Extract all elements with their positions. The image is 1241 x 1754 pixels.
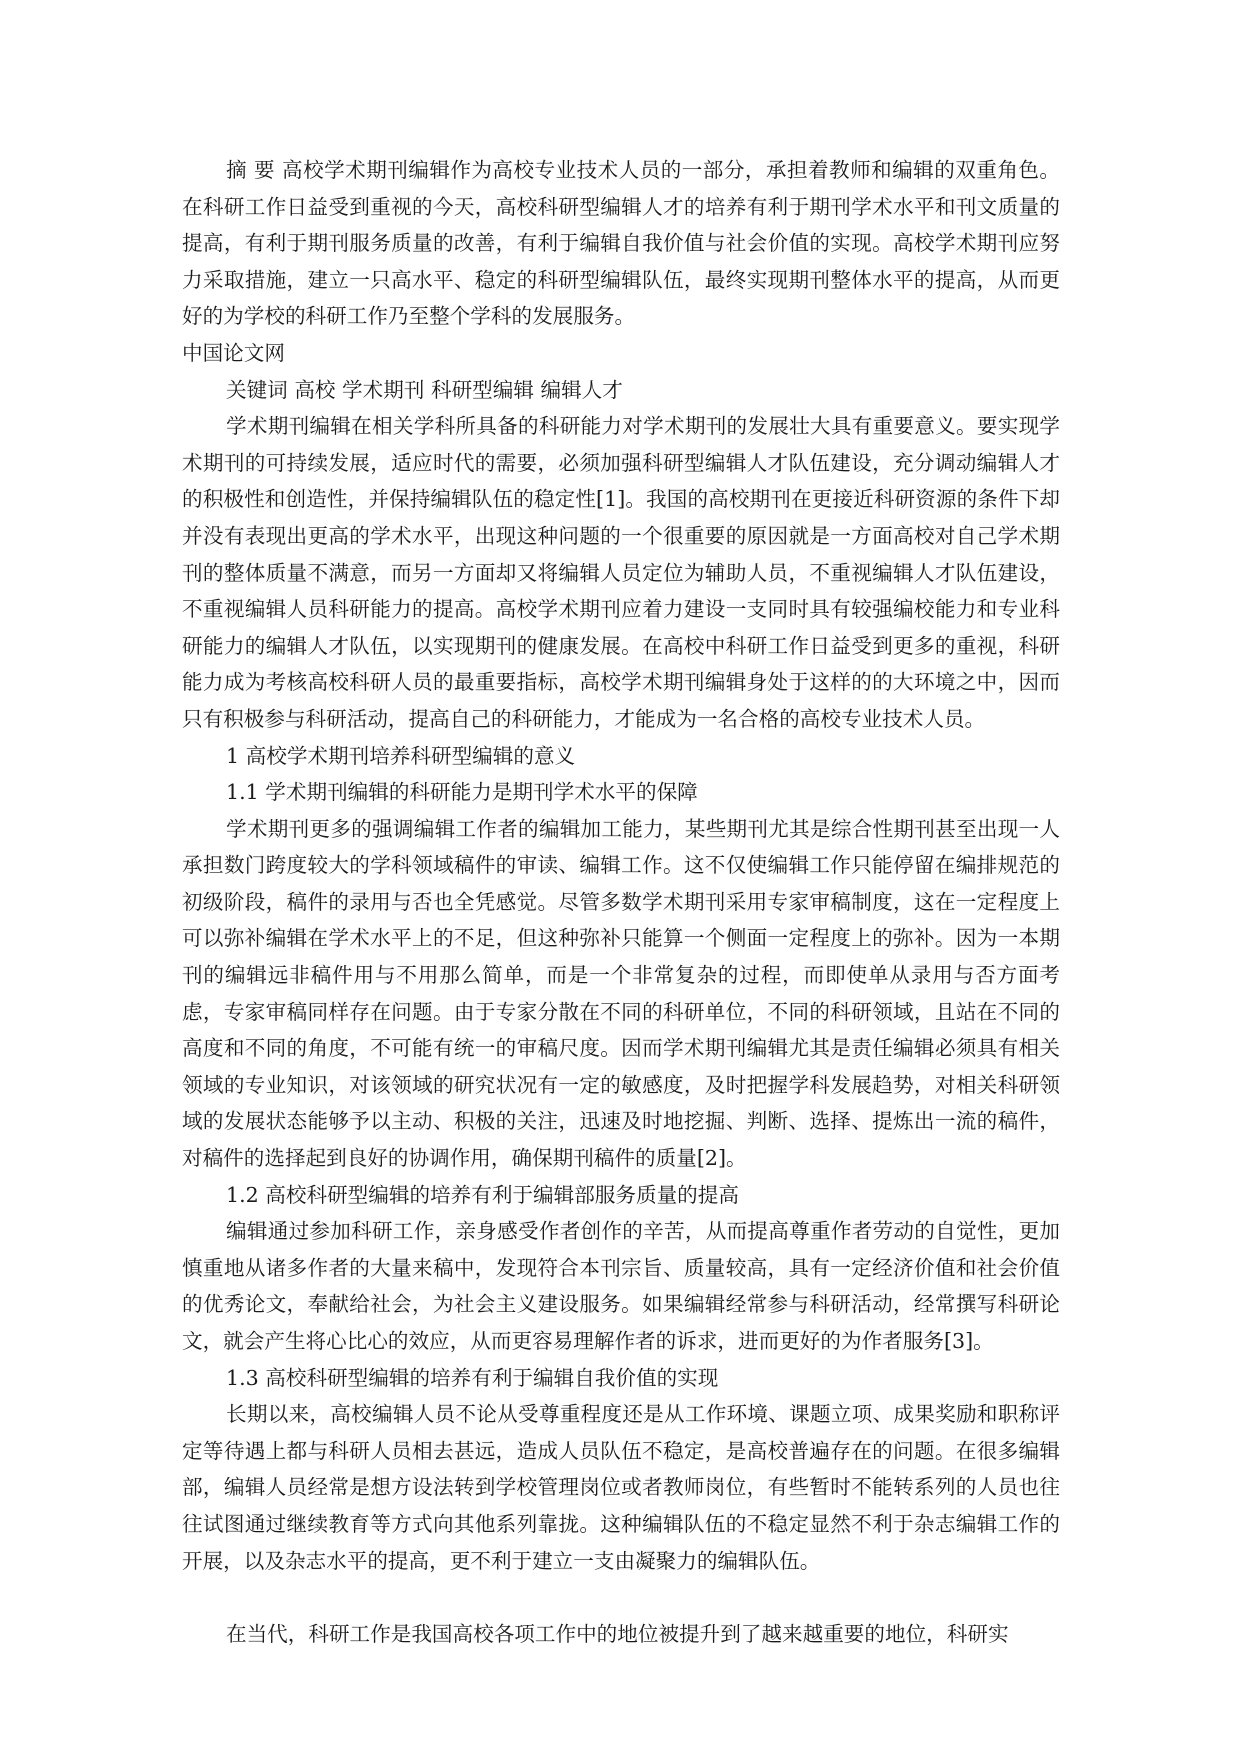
paragraph-gap [182, 1579, 1060, 1616]
source-label: 中国论文网 [182, 340, 285, 365]
section-1-heading: 1 高校学术期刊培养科研型编辑的意义 [226, 743, 576, 768]
keywords-line: 关键词 高校 学术期刊 科研型编辑 编辑人才 [226, 377, 623, 402]
document-body [182, 152, 1060, 1652]
intro-paragraph: 学术期刊编辑在相关学科所具备的科研能力对学术期刊的发展壮大具有重要意义。要实现学术期刊的可持续发展，适应时代的需要，必须加强科研型编辑人才队伍建设，充分调动编辑人才的积极性和创造性，并保持编辑队伍的稳定性[1]。我国的高校期刊在更接近科研资源的条件下却并没有表现出更高的学术水平，出现这种问题的一个很重要的原因就是一方面高校对自己学术期刊的整体质量不满意，而另一方面却又将编辑人员定位为辅助人员，不重视编辑人才队伍建设，不重视编辑人员科研能力的提高。高校学术期刊应着力建设一支同时具有较强编校能力和专业科研能力的编辑人才队伍，以实现期刊的健康发展。在高校中科研工作日益受到更多的重视，科研能力成为考核高校科研人员的最重要指标，高校学术期刊编辑身处于这样的的大环境之中，因而只有积极参与科研活动，提高自己的科研能力，才能成为一名合格的高校专业技术人员。 [182, 414, 1060, 731]
section-1-1-heading: 1.1 学术期刊编辑的科研能力是期刊学术水平的保障 [226, 780, 698, 805]
section-1-1-paragraph: 学术期刊更多的强调编辑工作者的编辑加工能力，某些期刊尤其是综合性期刊甚至出现一人承担数门跨度较大的学科领域稿件的审读、编辑工作。这不仅使编辑工作只能停留在编排规范的初级阶段，稿件的录用与否也全凭感觉。尽管多数学术期刊采用专家审稿制度，这在一定程度上可以弥补编辑在学术水平上的不足，但这种弥补只能算一个侧面一定程度上的弥补。因为一本期刊的编辑远非稿件用与不用那么简单，而是一个非常复杂的过程，而即使单从录用与否方面考虑，专家审稿同样存在问题。由于专家分散在不同的科研单位，不同的科研领域，且站在不同的高度和不同的角度，不可能有统一的审稿尺度。因而学术期刊编辑尤其是责任编辑必须具有相关领域的专业知识，对该领域的研究状况有一定的敏感度，及时把握学科发展趋势，对相关科研领域的发展状态能够予以主动、积极的关注，迅速及时地挖掘、判断、选择、提炼出一流的稿件，对稿件的选择起到良好的协调作用，确保期刊稿件的质量[2]。 [182, 816, 1060, 1171]
section-1-3-heading: 1.3 高校科研型编辑的培养有利于编辑自我价值的实现 [226, 1365, 719, 1390]
section-1-3-paragraph: 长期以来，高校编辑人员不论从受尊重程度还是从工作环境、课题立项、成果奖励和职称评定等待遇上都与科研人员相去甚远，造成人员队伍不稳定，是高校普遍存在的问题。在很多编辑部，编辑人员经常是想方设法转到学校管理岗位或者教师岗位，有些暂时不能转系列的人员也往往试图通过继续教育等方式向其他系列靠拢。这种编辑队伍的不稳定显然不利于杂志编辑工作的开展，以及杂志水平的提高，更不利于建立一支由凝聚力的编辑队伍。 [182, 1402, 1060, 1573]
closing-paragraph: 在当代，科研工作是我国高校各项工作中的地位被提升到了越来越重要的地位，科研实 [226, 1621, 1009, 1646]
section-1-2-paragraph: 编辑通过参加科研工作，亲身感受作者创作的辛苦，从而提高尊重作者劳动的自觉性，更加慎重地从诸多作者的大量来稿中，发现符合本刊宗旨、质量较高，具有一定经济价值和社会价值的优秀论文，奉献给社会，为社会主义建设服务。如果编辑经常参与科研活动，经常撰写科研论文，就会产生将心比心的效应，从而更容易理解作者的诉求，进而更好的为作者服务[3]。 [182, 1219, 1060, 1353]
section-1-2-heading: 1.2 高校科研型编辑的培养有利于编辑部服务质量的提高 [226, 1182, 739, 1207]
abstract-paragraph: 摘 要 高校学术期刊编辑作为高校专业技术人员的一部分，承担着教师和编辑的双重角色。在科研工作日益受到重视的今天，高校科研型编辑人才的培养有利于期刊学术水平和刊文质量的提高，有利于期刊服务质量的改善，有利于编辑自我价值与社会价值的实现。高校学术期刊应努力采取措施，建立一只高水平、稳定的科研型编辑队伍，最终实现期刊整体水平的提高，从而更好的为学校的科研工作乃至整个学科的发展服务。 [182, 158, 1060, 329]
